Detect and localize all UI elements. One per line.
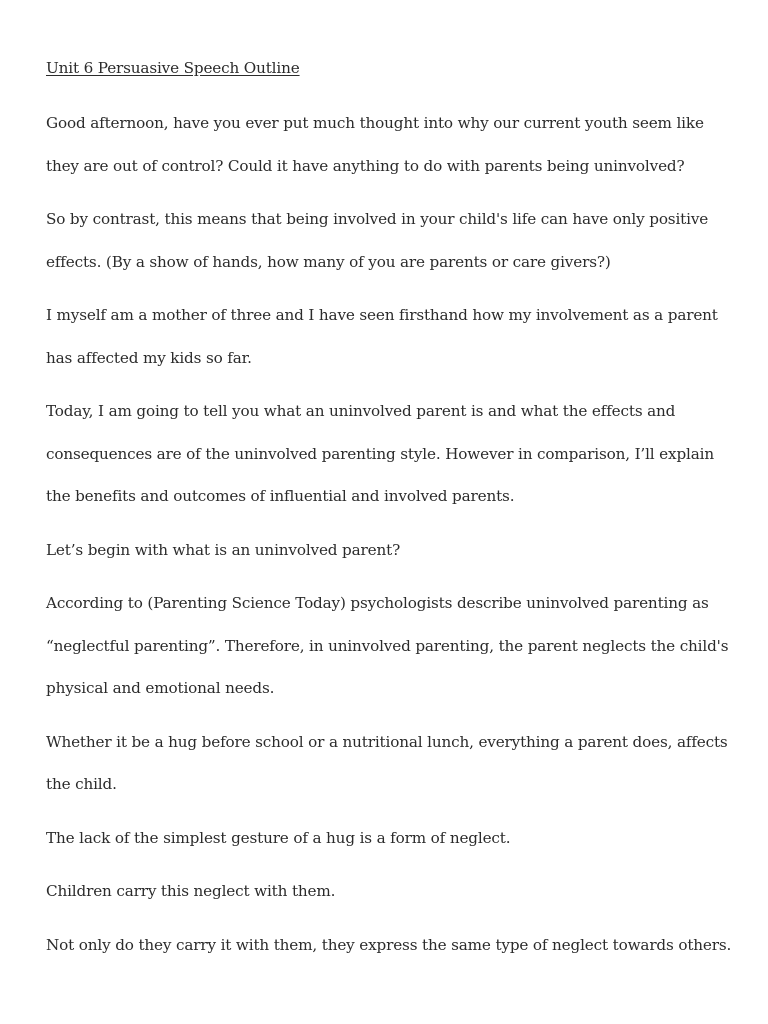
paragraph-line: Not only do they carry it with them, they express the same type of neglect towards others. <box>46 935 732 954</box>
paragraph-line: The lack of the simplest gesture of a hug is a form of neglect. <box>46 828 511 847</box>
paragraph-line: physical and emotional needs. <box>46 679 275 697</box>
paragraph <box>46 870 726 913</box>
paragraph <box>46 198 726 283</box>
paragraph-line: Today, I am going to tell you what an uninvolved parent is and what the effects and <box>46 402 676 420</box>
paragraph-line: I myself am a mother of three and I have seen firsthand how my involvement as a parent <box>46 306 718 324</box>
document-body <box>46 57 732 977</box>
paragraph-line: Children carry this neglect with them. <box>46 882 336 900</box>
document-title: Unit 6 Persuasive Speech Outline <box>46 59 300 77</box>
paragraph-line: According to (Parenting Science Today) psychologists describe uninvolved parenting as <box>46 594 709 612</box>
paragraph-line: has affected my kids so far. <box>46 348 252 367</box>
paragraph <box>46 102 726 187</box>
paragraph-line: consequences are of the uninvolved parenting style. However in comparison, I’ll explain <box>46 444 714 463</box>
paragraph <box>46 294 726 379</box>
paragraph <box>46 924 732 967</box>
paragraph-line: Good afternoon, have you ever put much thought into why our current youth seem like <box>46 114 704 132</box>
paragraph-line: effects. (By a show of hands, how many of you are parents or care givers?) <box>46 252 611 271</box>
paragraph-line: the child. <box>46 775 117 793</box>
paragraph <box>46 390 726 518</box>
paragraph <box>46 817 726 860</box>
paragraph-line: the benefits and outcomes of influential and involved parents. <box>46 487 515 505</box>
paragraph <box>46 582 729 710</box>
paragraph-line: So by contrast, this means that being involved in your child's life can have only positive <box>46 210 709 228</box>
paragraph-line: “neglectful parenting”. Therefore, in uninvolved parenting, the parent neglects the child's <box>46 636 729 655</box>
paragraph-line: Let’s begin with what is an uninvolved parent? <box>46 540 401 559</box>
paragraph-line: they are out of control? Could it have anything to do with parents being uninvolved? <box>46 156 685 175</box>
paragraph <box>46 529 726 572</box>
paragraph-line: Whether it be a hug before school or a nutritional lunch, everything a parent does, affects <box>46 732 728 751</box>
paragraph <box>46 721 726 806</box>
